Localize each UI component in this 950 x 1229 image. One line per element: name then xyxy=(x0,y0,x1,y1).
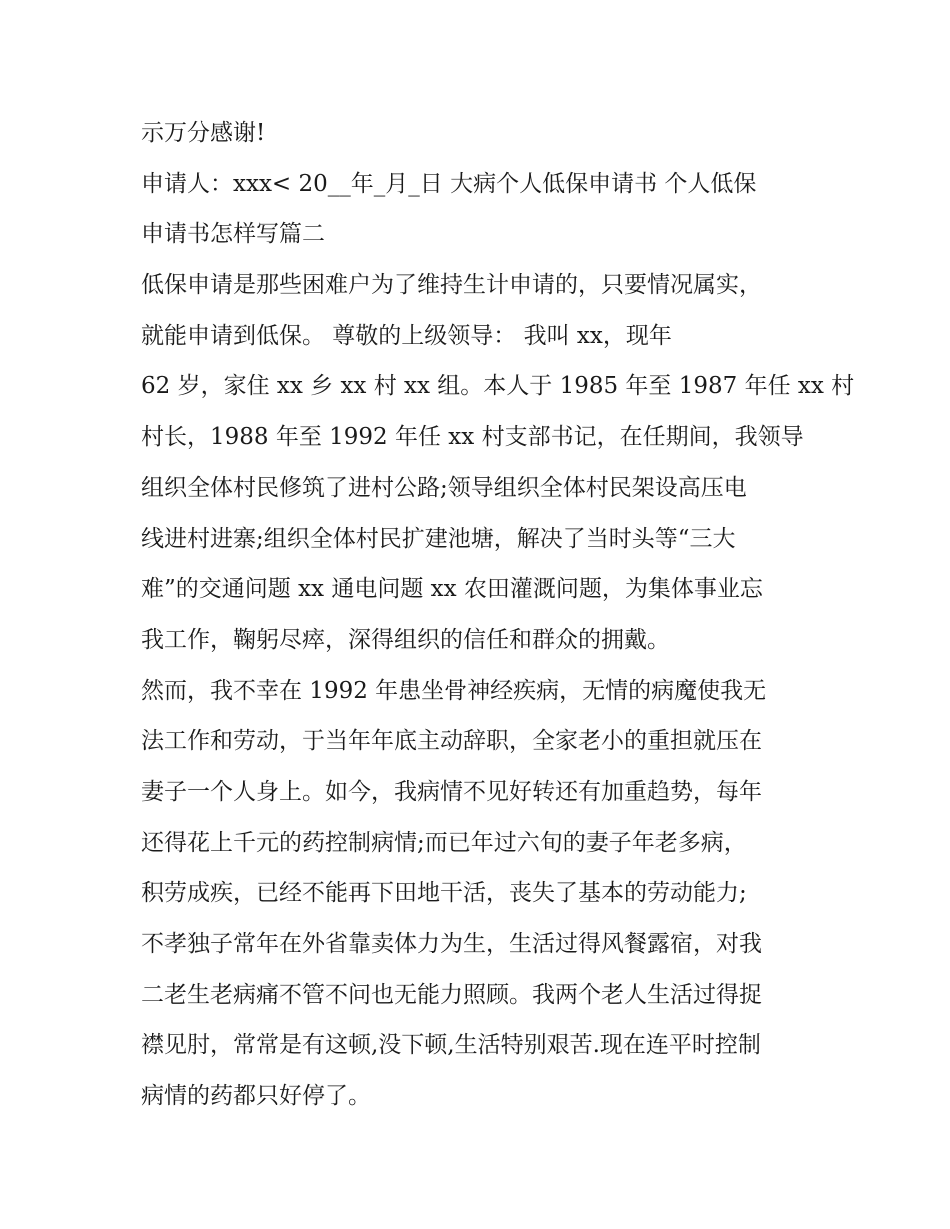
text-line: 我工作，鞠躬尽瘁，深得组织的信任和群众的拥戴。 xyxy=(141,626,670,653)
text-line: 不孝独子常年在外省靠卖体力为生，生活过得风餐露宿，对我 xyxy=(141,931,762,957)
text-line: 还得花上千元的药控制病情;而已年过六旬的妻子年老多病， xyxy=(141,829,747,856)
text-line: 申请书怎样写篇二 xyxy=(141,221,325,248)
text-line: 积劳成疾，已经不能再下田地干活，丧失了基本的劳动能力; xyxy=(141,880,747,907)
text-line: 组织全体村民修筑了进村公路;领导组织全体村民架设高压电 xyxy=(141,474,747,501)
text-line: 妻子一个人身上。如今，我病情不见好转还有加重趋势，每年 xyxy=(141,778,762,805)
text-line: 病情的药都只好停了。 xyxy=(141,1083,371,1110)
text-line: 62 岁，家住 xx 乡 xx 村 xx 组。本人于 1985 年至 1987 年任 xx 村 xyxy=(141,373,855,400)
text-line: 线进村进寨;组织全体村民扩建池塘，解决了当时头等“三大 xyxy=(141,525,736,552)
text-line: 低保申请是那些困难户为了维持生计申请的，只要情况属实， xyxy=(141,272,762,299)
text-line: 法工作和劳动，于当年年底主动辞职，全家老小的重担就压在 xyxy=(141,728,762,755)
text-line: 示万分感谢! xyxy=(141,120,266,146)
body-text xyxy=(141,108,855,1122)
text-line: 申请人：xxx< 20__年_月_日 大病个人低保申请书 个人低保 xyxy=(141,170,757,197)
text-line: 然而，我不幸在 1992 年患坐骨神经疾病，无情的病魔使我无 xyxy=(141,677,767,704)
text-line: 襟见肘，常常是有这顿,没下顿,生活特别艰苦.现在连平时控制 xyxy=(141,1032,761,1059)
text-line: 就能申请到低保。 尊敬的上级领导： 我叫 xx，现年 xyxy=(141,322,672,349)
text-line: 难”的交通问题 xx 通电问题 xx 农田灌溉问题，为集体事业忘 xyxy=(141,576,763,603)
text-line: 村长，1988 年至 1992 年任 xx 村支部书记，在任期间，我领导 xyxy=(141,424,804,451)
text-line: 二老生老病痛不管不问也无能力照顾。我两个老人生活过得捉 xyxy=(141,981,762,1008)
